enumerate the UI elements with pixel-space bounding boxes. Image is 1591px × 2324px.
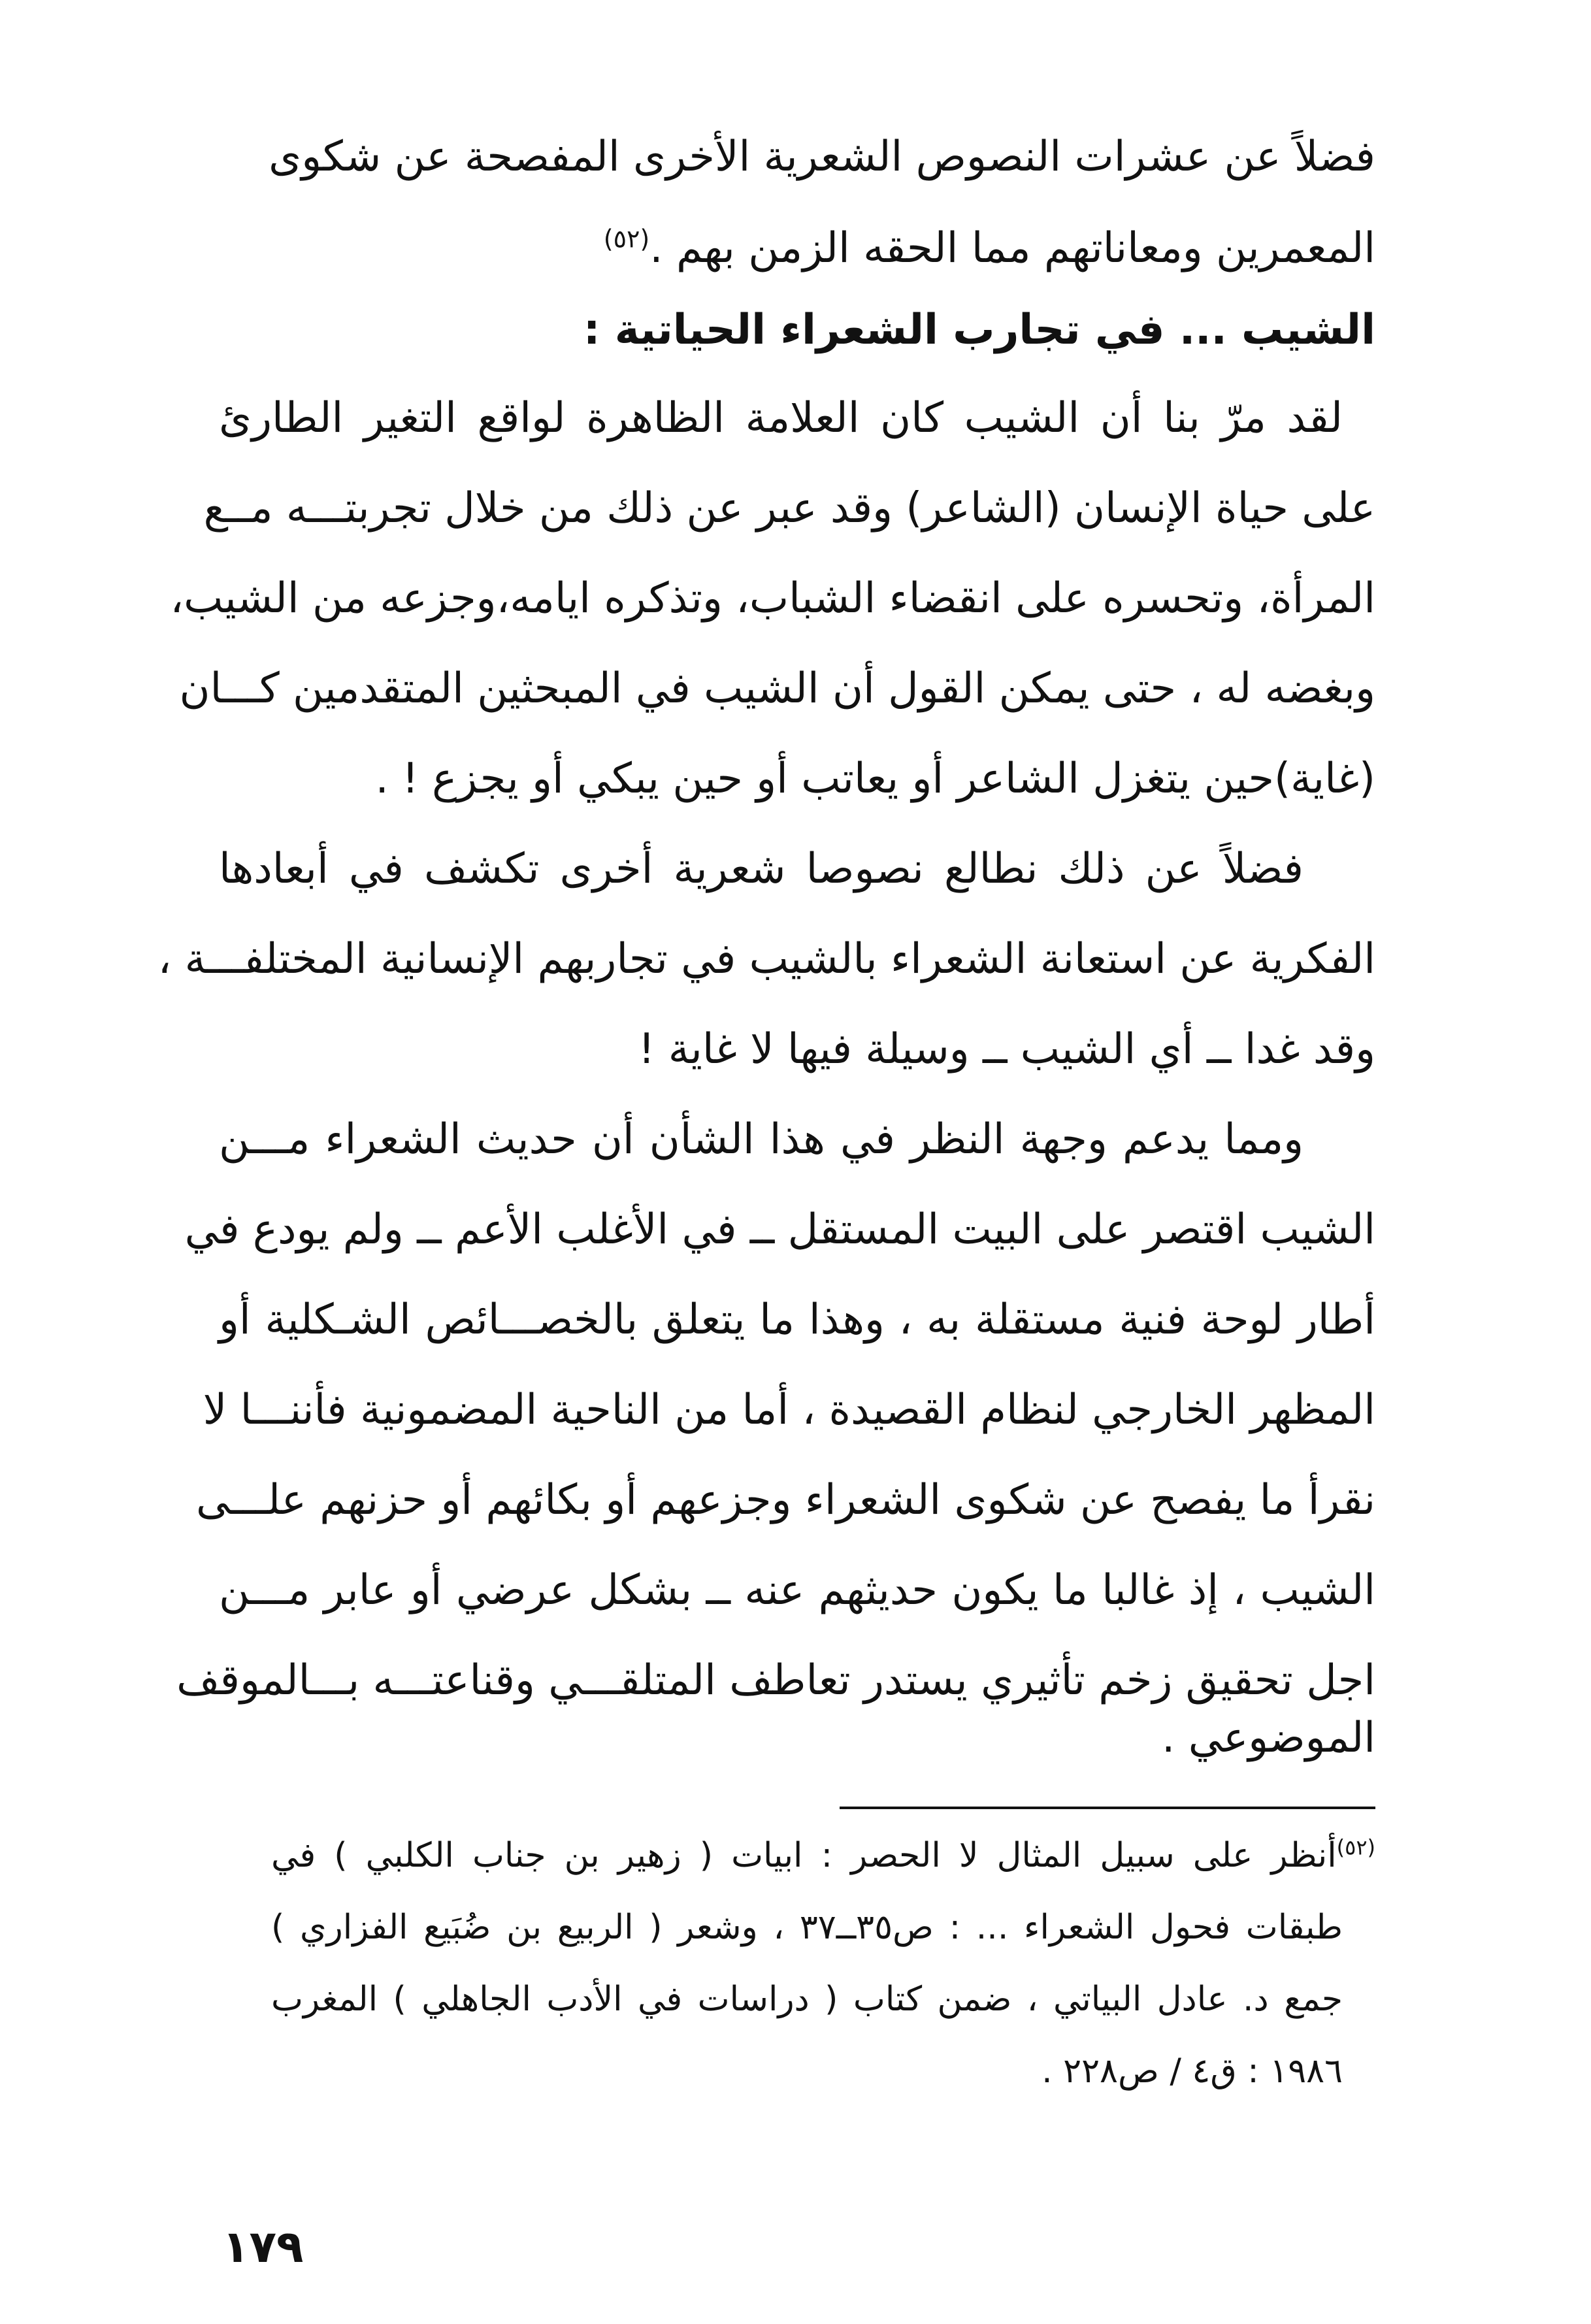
- paragraph-3-line-3: أطار لوحة فنية مستقلة به ، وهذا ما يتعلق بالخصـــائص الشـكلية أو: [219, 1296, 1375, 1344]
- paragraph-3-line-1: ومما يدعم وجهة النظر في هذا الشأن أن حديث الشعراء مـــن: [219, 1115, 1304, 1164]
- paragraph-1-line-5: (غاية)حين يتغزل الشاعر أو يعاتب أو حين يبكي أو يجزع ! .: [375, 755, 1375, 803]
- paragraph-1-line-2: على حياة الإنسان (الشاعر) وقد عبر عن ذلك من خلال تجربتـــه مــع: [203, 484, 1375, 532]
- intro-line-2-text: المعمرين ومعاناتهم مما الحقه الزمن بهم .: [649, 224, 1375, 272]
- page-number: ١٧٩: [222, 2221, 304, 2273]
- paragraph-3-line-8: الموضوعي .: [1162, 1714, 1375, 1762]
- paragraph-3-line-5: نقرأ ما يفصح عن شكوى الشعراء وجزعهم أو بكائهم أو حزنهم علـــى: [195, 1476, 1375, 1524]
- paragraph-3-line-7: اجل تحقيق زخم تأثيري يستدر تعاطف المتلقـــي وقناعتـــه بـــالموقف: [176, 1656, 1375, 1705]
- paragraph-2-line-3: وقد غدا ــ أي الشيب ــ وسيلة فيها لا غاية !: [638, 1025, 1375, 1073]
- paragraph-2-line-2: الفكرية عن استعانة الشعراء بالشيب في تجاربهم الإنسانية المختلفـــة ،: [157, 935, 1375, 983]
- footnote-line-1-text: أنظر على سبيل المثال لا الحصر : ابيات ( زهير بن جناب الكلبي ) في: [271, 1836, 1337, 1875]
- footnote-line-2: طبقات فحول الشعراء ... : ص٣٥ــ٣٧ ، وشعر ( الربيع بن ضُبَيع الفزاري ): [271, 1908, 1343, 1947]
- footnote-separator: [840, 1807, 1375, 1809]
- paragraph-3-line-6: الشيب ، إذ غالبا ما يكون حديثهم عنه ــ بشكل عرضي أو عابر مـــن: [219, 1566, 1375, 1614]
- paragraph-1-line-3: المرأة، وتحسره على انقضاء الشباب، وتذكره ايامه،وجزعه من الشيب،: [170, 574, 1375, 623]
- footnote-reference: (٥٢): [603, 224, 650, 254]
- intro-line-1: فضلاً عن عشرات النصوص الشعرية الأخرى المفصحة عن شكوى: [269, 133, 1375, 181]
- paragraph-3-line-4: المظهر الخارجي لنظام القصيدة ، أما من الناحية المضمونية فأننـــا لا: [203, 1386, 1375, 1434]
- paragraph-3-line-2: الشيب اقتصر على البيت المستقل ــ في الأغلب الأعم ــ ولم يودع في: [184, 1205, 1375, 1254]
- footnote-line-4: ١٩٨٦ : ق٤ / ص٢٢٨ .: [1042, 2052, 1343, 2091]
- footnote-marker: (٥٢): [1336, 1835, 1375, 1860]
- section-heading: الشيب ... في تجارب الشعراء الحياتية :: [583, 306, 1375, 354]
- paragraph-2-line-1: فضلاً عن ذلك نطالع نصوصا شعرية أخرى تكشف في أبعادها: [219, 845, 1304, 893]
- intro-line-2: [461, 216, 1375, 281]
- footnote-line-1: [271, 1829, 1375, 1882]
- paragraph-1-line-1: لقد مرّ بنا أن الشيب كان العلامة الظاهرة لواقع التغير الطارئ: [219, 394, 1343, 442]
- paragraph-1-line-4: وبغضه له ، حتى يمكن القول أن الشيب في المبحثين المتقدمين كـــان: [179, 664, 1375, 713]
- footnote-line-3: جمع د. عادل البياتي ، ضمن كتاب ( دراسات في الأدب الجاهلي ) المغرب: [271, 1980, 1343, 2019]
